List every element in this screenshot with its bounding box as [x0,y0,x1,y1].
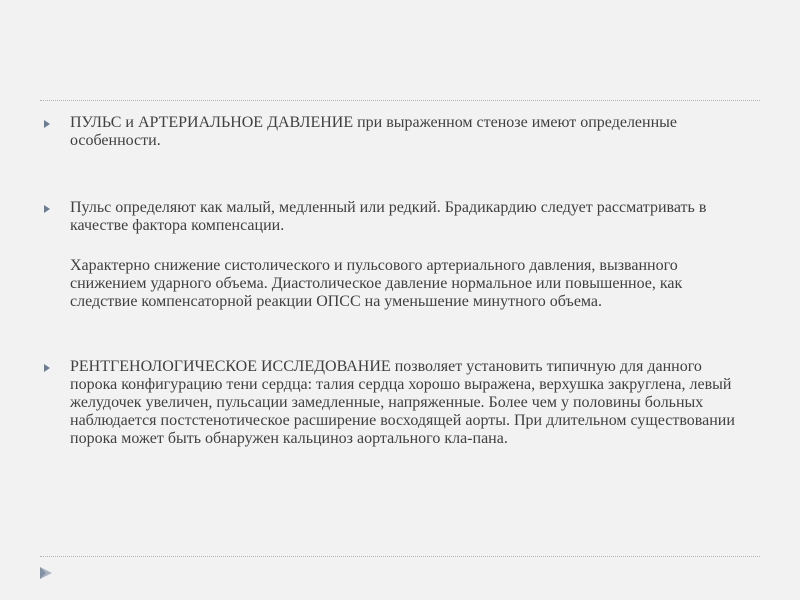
bullet-text-1: ПУЛЬС и АРТЕРИАЛЬНОЕ ДАВЛЕНИЕ при выраженном стенозе имеют определенные особенности. [70,114,677,149]
bullet-text-2: Пульс определяют как малый, медленный или редкий. Брадикардию следует рассматривать в качестве фактора компенсации. [70,199,707,234]
corner-arrow-icon[interactable] [38,565,54,581]
bottom-divider [40,556,760,557]
bullet-text-3: РЕНТГЕНОЛОГИЧЕСКОЕ ИССЛЕДОВАНИЕ позволяет установить типичную для данного порока конфигурацию тени сердца: талия сердца хорошо выражена, верхушка закруглена, левый желудочек увеличен, пульсации замедленные, напряженные. Более чем у половины больных наблюдается постстенотическое расширение восходящей аорты. При длительном существовании порока может быть обнаружен кальциноз аортального кла-пана. [70,358,735,447]
triangle-bullet-icon [44,120,50,128]
triangle-bullet-icon [44,205,50,213]
triangle-bullet-icon [44,364,50,372]
bullet-text-2-continuation: Характерно снижение систолического и пульсового артериального давления, вызванного снижением ударного объема. Диастолическое давление нормальное или повышенное, как следствие компенсаторной реакции ОПСС на уменьшение минутного объема. [70,257,683,310]
top-divider [40,100,760,101]
